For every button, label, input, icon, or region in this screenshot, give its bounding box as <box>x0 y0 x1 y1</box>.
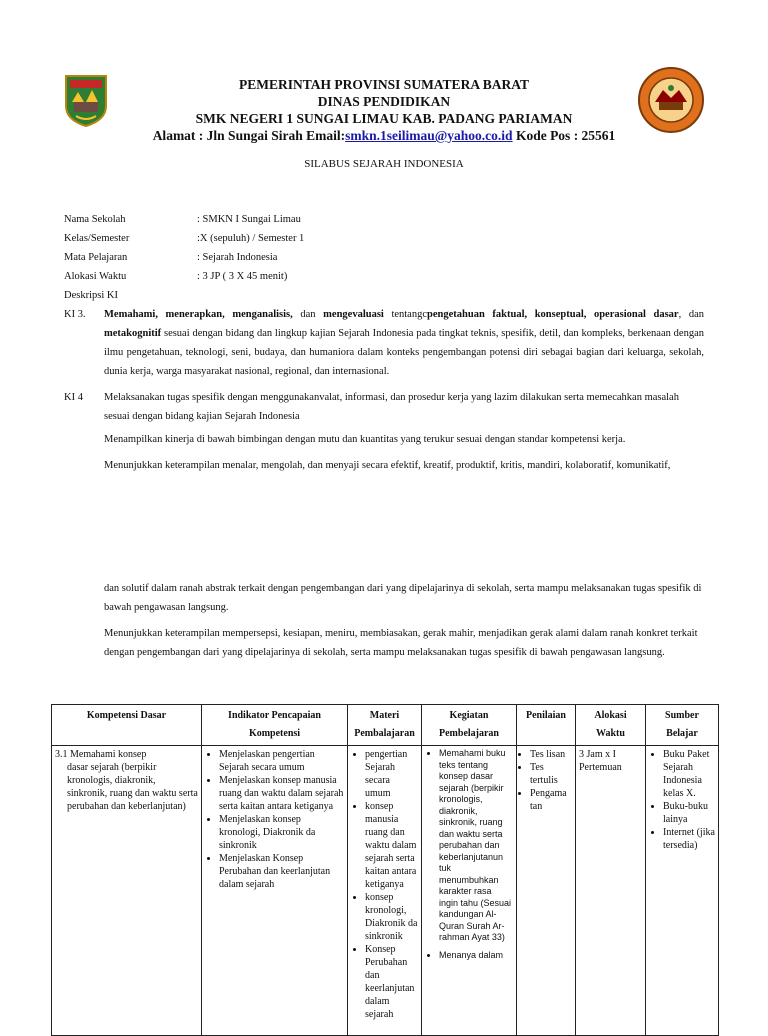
silabus-table <box>51 704 719 1036</box>
cell-alokasi: 3 Jam x I Pertemuan <box>576 746 646 1036</box>
list-item: • Pengama tan <box>530 787 572 813</box>
ki3-text <box>104 305 704 381</box>
ki4-paragraph-3: Menunjukkan keterampilan menalar, mengolah, dan menyaji secara efektif, kreatif, produktif, kritis, mandiri, kolaboratif, komunikatif, <box>104 460 671 471</box>
ki4-paragraph-4: dan solutif dalam ranah abstrak terkait dengan pengembangan dari yang dipelajarinya di sekolah, serta mampu melaksanakan tugas spesifik di bawah pengawasan langsung. <box>104 583 702 613</box>
table-row <box>52 746 719 1036</box>
address-suffix: Kode Pos : 25561 <box>512 128 616 143</box>
list-item: • konsep manusia ruang dan waktu dalam sejarah serta kaitan antara ketiganya <box>365 800 418 891</box>
cell-kegiatan <box>422 746 517 1036</box>
list-item: • Menjelaskan Konsep Perubahan dan keerlanjutan dalam sejarah <box>219 852 344 891</box>
header-kompetensi-dasar: Kompetensi Dasar <box>52 705 202 746</box>
cell-sumber <box>646 746 719 1036</box>
info-value: : Sejarah Indonesia <box>197 252 278 263</box>
info-value: : 3 JP ( 3 X 45 menit) <box>197 271 288 282</box>
list-item: • Buku-buku lainya <box>663 800 715 826</box>
cell-penilaian <box>517 746 576 1036</box>
list-item: • Memahami buku teks tentang konsep dasar sejarah (berpikir kronologis, diakronik, sinkronik, ruang dan waktu serta perubahan dan keberlanjutanun tuk menumbuhkan karakter rasa ingin tahu (Sesuai kandungan Al-Quran Surah Ar-rahman Ayat 33) <box>439 748 513 944</box>
header-indikator: Indikator Pencapaian Kompetensi <box>202 705 348 746</box>
ki3-text-2: dan <box>292 309 324 320</box>
ki3-bold-5: pengetahuan faktual, konseptual, operasional dasar <box>427 309 679 320</box>
info-value: :X (sepuluh) / Semester 1 <box>197 233 305 244</box>
document-title: SILABUS SEJARAH INDONESIA <box>304 158 464 170</box>
header-sumber: Sumber Belajar <box>646 705 719 746</box>
ki3-bold-1: Memahami, menerapkan, menganalisis, <box>104 309 293 320</box>
letterhead-line-2: DINAS PENDIDIKAN <box>317 94 451 109</box>
ki4-paragraph-2: Menampilkan kinerja di bawah bimbingan dengan mutu dan kuantitas yang terukur sesuai dengan standar kompetensi kerja. <box>104 434 626 445</box>
info-label: Mata Pelajaran <box>64 252 128 263</box>
ki4-paragraph-5: Menunjukkan keterampilan mempersepsi, kesiapan, meniru, membiasakan, gerak mahir, menjadikan gerak alami dalam ranah konkret terkait dengan pengembangan dari yang dipelajarinya di sekolah, serta mampu melaksanakan tugas spesifik di bawah pengawasan langsung. <box>104 628 698 658</box>
cell-indikator <box>202 746 348 1036</box>
list-item: • pengertian Sejarah secara umum <box>365 748 418 800</box>
ki3-text-6: , dan <box>678 309 704 320</box>
info-label: Deskripsi KI <box>64 290 118 301</box>
header-materi: Materi Pembalajaran <box>348 705 422 746</box>
letterhead <box>120 76 648 144</box>
header-penilaian: Penilaian <box>517 705 576 746</box>
list-item: • Internet (jika tersedia) <box>663 826 715 852</box>
letterhead-address <box>120 127 648 144</box>
info-label: Alokasi Waktu <box>64 271 127 282</box>
address-prefix: Alamat : Jln Sungai Sirah Email: <box>152 128 346 143</box>
list-item: • Tes tertulis <box>530 761 572 787</box>
ki4-label: KI 4 <box>64 392 83 403</box>
ki3-label: KI 3. <box>64 309 86 320</box>
kd-first-line: 3.1 Memahami konsep <box>55 749 147 760</box>
ki3-bold-3: mengevaluasi <box>323 309 384 320</box>
letterhead-line-3: SMK NEGERI 1 SUNGAI LIMAU KAB. PADANG PARIAMAN <box>195 111 573 126</box>
list-item: • Menjelaskan pengertian Sejarah secara umum <box>219 748 344 774</box>
ki3-bold-7: metakognitif <box>104 328 162 339</box>
ki4-paragraph-1: Melaksanakan tugas spesifik dengan menggunakanvalat, informasi, dan prosedur kerja yang lazim dilakukan serta memecahkan masalah sesuai dengan bidang kajian Sejarah Indonesia <box>104 392 679 422</box>
table-header-row <box>52 705 719 746</box>
info-label: Nama Sekolah <box>64 214 126 225</box>
kd-rest: dasar sejarah (berpikir kronologis, diakronik, sinkronik, ruang dan waktu serta perubahan dan keberlanjutan) <box>67 762 198 812</box>
ki3-text-8: sesuai dengan bidang dan lingkup kajian Sejarah Indonesia pada tingkat teknis, spesifik, detil, dan kompleks, berkenaan dengan ilmu pengetahuan, teknologi, seni, budaya, dan humaniora dalam konteks pengembangan potensi diri sebagai bagian dari keluarga, sekolah, dunia kerja, warga masyarakat nasional, regional, dan internasional. <box>104 328 704 377</box>
list-item: • Menjelaskan konsep manusia ruang dan waktu dalam sejarah serta kaitan antara ketiganya <box>219 774 344 813</box>
cell-materi <box>348 746 422 1036</box>
email-link[interactable]: smkn.1seilimau@yahoo.co.id <box>345 128 513 143</box>
info-label: Kelas/Semester <box>64 233 130 244</box>
list-item: • Konsep Perubahan dan keerlanjutan dalam sejarah <box>365 943 418 1021</box>
province-emblem-icon <box>62 72 110 128</box>
header-kegiatan: Kegiatan Pembelajaran <box>422 705 517 746</box>
list-item: • konsep kronologi, Diakronik da sinkronik <box>365 891 418 943</box>
info-value: : SMKN I Sungai Limau <box>197 214 301 225</box>
list-item: • Menjelaskan konsep kronologi, Diakronik da sinkronik <box>219 813 344 852</box>
ki3-text-4: tentangc <box>383 309 428 320</box>
header-alokasi: Alokasi Waktu <box>576 705 646 746</box>
letterhead-line-1: PEMERINTAH PROVINSI SUMATERA BARAT <box>239 77 529 92</box>
list-item: • Buku Paket Sejarah Indonesia kelas X. <box>663 748 715 800</box>
list-item: • Menanya dalam <box>439 950 513 962</box>
list-item: • Tes lisan <box>530 748 572 761</box>
cell-kompetensi-dasar <box>52 746 202 1036</box>
